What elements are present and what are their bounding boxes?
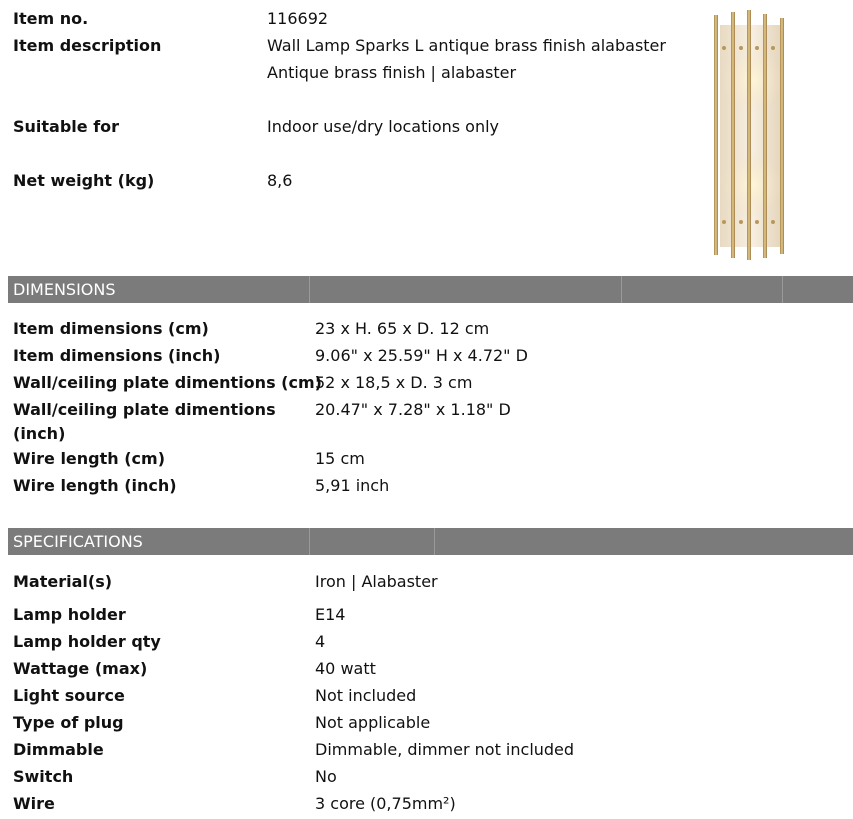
spec-value: Iron | Alabaster xyxy=(315,572,438,591)
dimension-value: 15 cm xyxy=(315,449,365,468)
dimension-label: Item dimensions (inch) xyxy=(13,346,221,365)
spec-label: Wire xyxy=(13,794,55,813)
column-divider xyxy=(309,276,310,303)
item-description-label: Item description xyxy=(13,36,162,55)
dimensions-header xyxy=(8,276,853,303)
net-weight-label: Net weight (kg) xyxy=(13,171,155,190)
dimension-label-line2: (inch) xyxy=(13,424,66,443)
dimension-value: 5,91 inch xyxy=(315,476,390,495)
spec-value: Dimmable, dimmer not included xyxy=(315,740,575,759)
spec-value: No xyxy=(315,767,337,786)
dimension-value: 52 x 18,5 x D. 3 cm xyxy=(315,373,473,392)
dimensions-title: DIMENSIONS xyxy=(13,280,116,299)
spec-label: Dimmable xyxy=(13,740,104,759)
dimension-label-line1: Wall/ceiling plate dimentions xyxy=(13,400,276,419)
spec-label: Wattage (max) xyxy=(13,659,148,678)
column-divider xyxy=(621,276,622,303)
spec-label: Light source xyxy=(13,686,125,705)
spec-value: Not included xyxy=(315,686,417,705)
dimension-label: Wire length (cm) xyxy=(13,449,166,468)
suitable-for-label: Suitable for xyxy=(13,117,120,136)
specifications-title: SPECIFICATIONS xyxy=(13,532,143,551)
spec-label: Lamp holder xyxy=(13,605,126,624)
column-divider xyxy=(309,528,310,555)
net-weight-value: 8,6 xyxy=(267,171,293,190)
item-description-line1: Wall Lamp Sparks L antique brass finish alabaster xyxy=(267,36,666,55)
item-no-label: Item no. xyxy=(13,9,89,28)
spec-value: Not applicable xyxy=(315,713,431,732)
item-description-line2: Antique brass finish | alabaster xyxy=(267,63,517,82)
wall-lamp-product-image xyxy=(700,10,800,260)
spec-value: E14 xyxy=(315,605,346,624)
dimension-label: Wall/ceiling plate dimentions (cm) xyxy=(13,373,322,392)
spec-label: Type of plug xyxy=(13,713,124,732)
dimension-value: 23 x H. 65 x D. 12 cm xyxy=(315,319,490,338)
dimension-label: Wire length (inch) xyxy=(13,476,177,495)
dimension-value: 20.47" x 7.28" x 1.18" D xyxy=(315,400,511,419)
column-divider xyxy=(434,528,435,555)
spec-label: Material(s) xyxy=(13,572,113,591)
item-no-value: 116692 xyxy=(267,9,329,28)
dimension-value: 9.06" x 25.59" H x 4.72" D xyxy=(315,346,528,365)
suitable-for-value: Indoor use/dry locations only xyxy=(267,117,500,136)
spec-value: 3 core (0,75mm²) xyxy=(315,794,456,813)
column-divider xyxy=(782,276,783,303)
spec-label: Lamp holder qty xyxy=(13,632,161,651)
spec-label: Switch xyxy=(13,767,74,786)
dimension-label: Item dimensions (cm) xyxy=(13,319,209,338)
spec-value: 40 watt xyxy=(315,659,376,678)
spec-value: 4 xyxy=(315,632,326,651)
specifications-header xyxy=(8,528,853,555)
